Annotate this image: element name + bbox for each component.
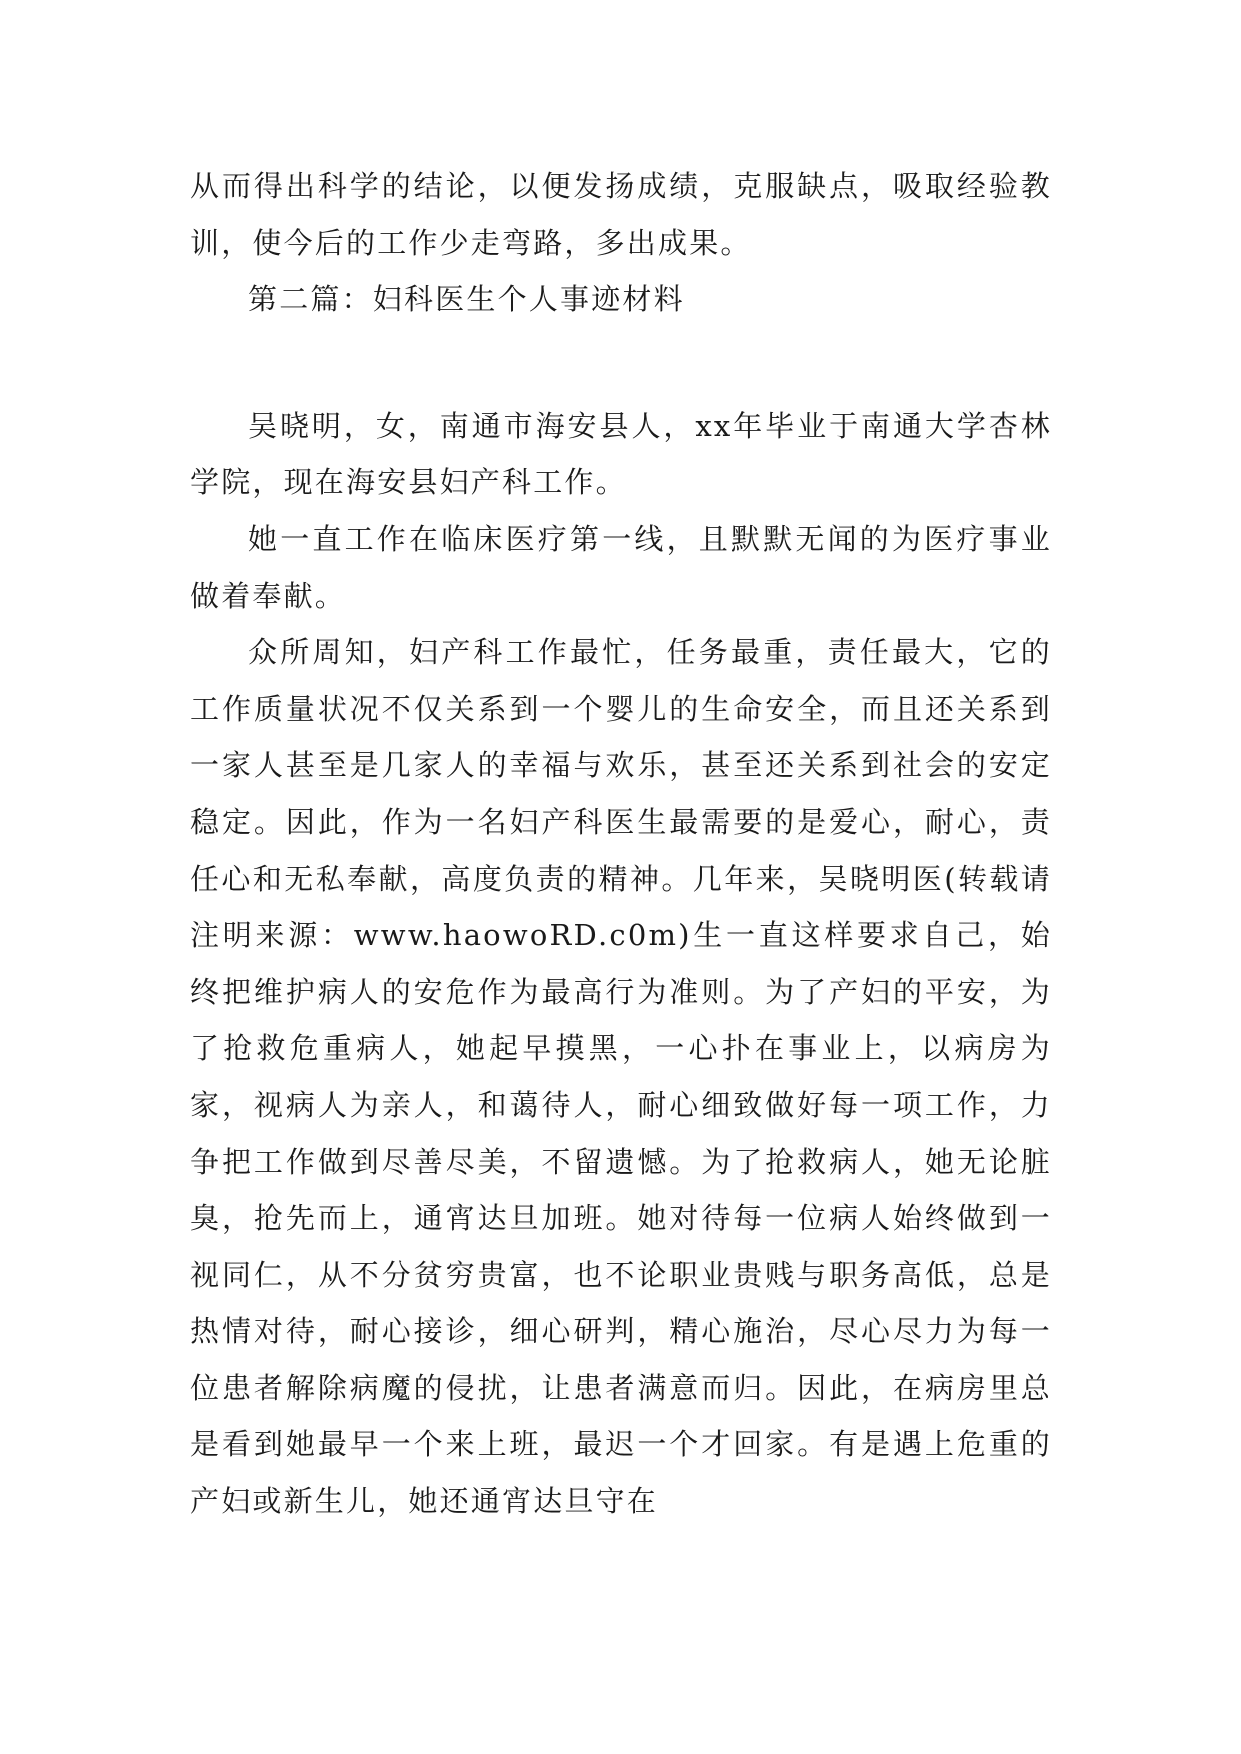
document-body [190,158,1052,1530]
paragraph-intro: 吴晓明，女，南通市海安县人，xx年毕业于南通大学杏林学院，现在海安县妇产科工作。 [190,408,1052,500]
blank-spacer [190,328,1052,398]
section-heading: 第二篇：妇科医生个人事迹材料 [248,282,685,317]
paragraph-main: 众所周知，妇产科工作最忙，任务最重，责任最大，它的工作质量状况不仅关系到一个婴儿的生命安全，而且还关系到一家人甚至是几家人的幸福与欢乐，甚至还关系到社会的安定稳定。因此，作为一名妇产科医生最需要的是爱心，耐心，责任心和无私奉献，高度负责的精神。几年来，吴晓明医(转载请注明来源：www.haowoRD.c0m)生一直这样要求自己，始终把维护病人的安危作为最高行为准则。为了产妇的平安，为了抢救危重病人，她起早摸黑，一心扑在事业上，以病房为家，视病人为亲人，和蔼待人，耐心细致做好每一项工作，力争把工作做到尽善尽美，不留遗憾。为了抢救病人，她无论脏臭，抢先而上，通宵达旦加班。她对待每一位病人始终做到一视同仁，从不分贫穷贵富，也不论职业贵贱与职务高低，总是热情对待，耐心接诊，细心研判，精心施治，尽心尽力为每一位患者解除病魔的侵扰，让患者满意而归。因此，在病房里总是看到她最早一个来上班，最迟一个才回家。有是遇上危重的产妇或新生儿，她还通宵达旦守在 [190,635,1052,1519]
paragraph-continuation: 从而得出科学的结论，以便发扬成绩，克服缺点，吸取经验教训，使今后的工作少走弯路，多出成果。 [190,169,1052,260]
paragraph-dedication: 她一直工作在临床医疗第一线，且默默无闻的为医疗事业做着奉献。 [190,521,1052,613]
